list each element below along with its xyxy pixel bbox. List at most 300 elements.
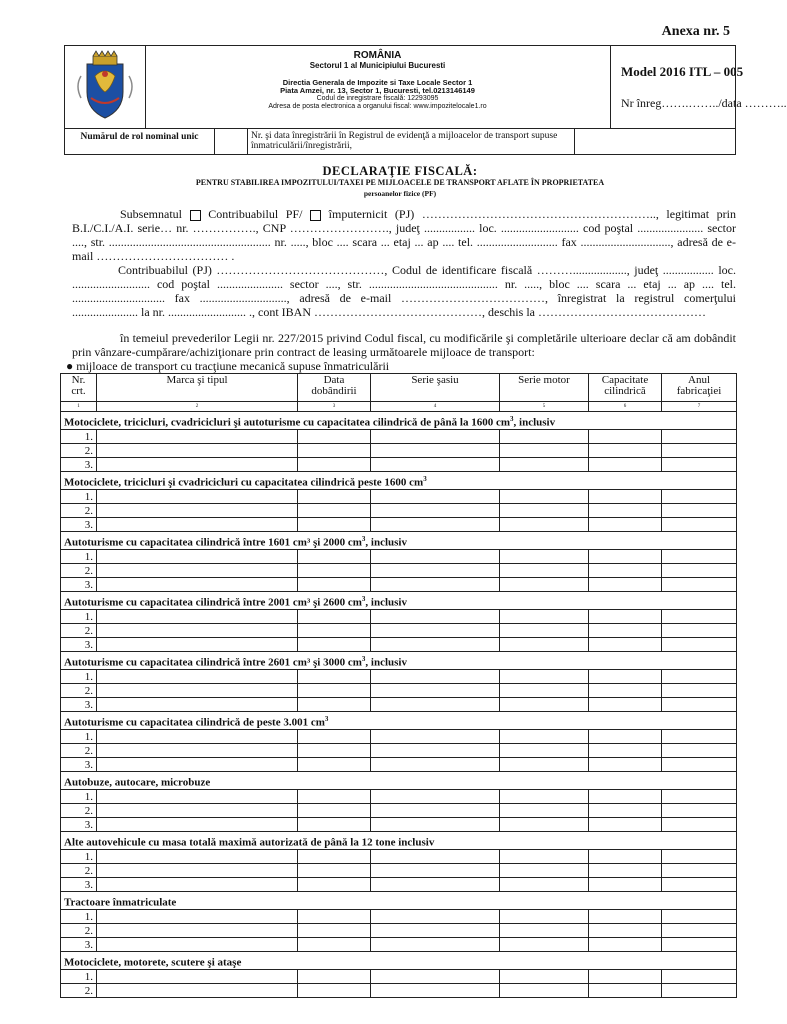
form-header — [64, 45, 787, 129]
input-cell[interactable] — [589, 698, 662, 712]
input-cell[interactable] — [500, 518, 589, 532]
header-engine: Serie motor — [500, 374, 589, 402]
transport-bullet: ● mijloace de transport cu tracţiune mecanică supuse înmatriculării — [66, 359, 390, 373]
row-number: 1. — [61, 850, 97, 864]
category-text: Autoturisme cu capacitatea cilindrică de peste 3.001 cm — [64, 717, 325, 729]
input-cell[interactable] — [371, 638, 500, 652]
input-cell[interactable] — [589, 458, 662, 472]
row-number: 3. — [61, 638, 97, 652]
row-number: 1. — [61, 490, 97, 504]
table-row — [61, 430, 737, 444]
input-cell[interactable] — [589, 444, 662, 458]
category-row — [61, 472, 737, 490]
input-cell[interactable] — [371, 578, 500, 592]
input-cell[interactable] — [371, 730, 500, 744]
category-row — [61, 652, 737, 670]
category-row — [61, 412, 737, 430]
row-number: 2. — [61, 924, 97, 938]
input-cell[interactable] — [589, 430, 662, 444]
row-number: 2. — [61, 744, 97, 758]
table-row — [61, 578, 737, 592]
input-cell[interactable] — [589, 610, 662, 624]
input-cell[interactable] — [589, 638, 662, 652]
category-label — [61, 532, 737, 550]
input-cell[interactable] — [662, 458, 737, 472]
input-cell[interactable] — [298, 850, 371, 864]
input-cell[interactable] — [97, 504, 298, 518]
input-cell[interactable] — [589, 564, 662, 578]
input-cell[interactable] — [500, 878, 589, 892]
input-cell[interactable] — [500, 910, 589, 924]
input-cell[interactable] — [662, 698, 737, 712]
input-cell[interactable] — [371, 818, 500, 832]
input-cell[interactable] — [589, 518, 662, 532]
category-row — [61, 712, 737, 730]
category-row — [61, 772, 737, 790]
row-number: 3. — [61, 698, 97, 712]
input-cell[interactable] — [371, 518, 500, 532]
input-cell[interactable] — [371, 758, 500, 772]
input-cell[interactable] — [97, 804, 298, 818]
input-cell[interactable] — [500, 490, 589, 504]
input-cell[interactable] — [298, 458, 371, 472]
country-name: ROMÂNIA — [353, 50, 402, 61]
input-cell[interactable] — [371, 670, 500, 684]
input-cell[interactable] — [97, 430, 298, 444]
input-cell[interactable] — [371, 804, 500, 818]
vehicles-table — [60, 373, 737, 998]
input-cell[interactable] — [371, 984, 500, 998]
input-cell[interactable] — [298, 444, 371, 458]
input-cell[interactable] — [298, 864, 371, 878]
category-label — [61, 832, 737, 850]
table-row — [61, 818, 737, 832]
category-superscript: 3 — [324, 715, 329, 724]
input-cell[interactable] — [97, 850, 298, 864]
input-cell[interactable] — [500, 444, 589, 458]
input-cell[interactable] — [371, 490, 500, 504]
sector-name: Sectorul 1 al Municipiului Bucuresti — [309, 61, 446, 70]
row-number: 3. — [61, 938, 97, 952]
category-label — [61, 952, 737, 970]
input-cell[interactable] — [500, 578, 589, 592]
category-text: Motociclete, motorete, scutere şi ataşe — [64, 957, 242, 969]
input-cell[interactable] — [500, 564, 589, 578]
category-row — [61, 592, 737, 610]
pj-checkbox[interactable] — [310, 210, 321, 221]
input-cell[interactable] — [662, 730, 737, 744]
input-cell[interactable] — [371, 684, 500, 698]
category-row — [61, 892, 737, 910]
input-cell[interactable] — [662, 818, 737, 832]
table-row — [61, 490, 737, 504]
input-cell[interactable] — [662, 578, 737, 592]
category-text: Autoturisme cu capacitatea cilindrică între 2001 cm³ şi 2600 cm — [64, 597, 362, 609]
input-cell[interactable] — [371, 878, 500, 892]
input-cell[interactable] — [97, 970, 298, 984]
input-cell[interactable] — [589, 910, 662, 924]
table-row — [61, 910, 737, 924]
input-cell[interactable] — [97, 610, 298, 624]
declaration-title: DECLARAŢIE FISCALĂ: — [322, 164, 478, 178]
input-cell[interactable] — [500, 818, 589, 832]
row-number: 2. — [61, 564, 97, 578]
input-cell[interactable] — [500, 850, 589, 864]
input-cell[interactable] — [371, 564, 500, 578]
table-row — [61, 744, 737, 758]
input-cell[interactable] — [298, 564, 371, 578]
input-cell[interactable] — [97, 758, 298, 772]
declarant-details: prin B.I./C.I./A.I. serie… nr. ……………., CNP ……………………., judeţ ................. loc. .......................... cod poştal ...................... sector ...., str. ...................................................... nr. ....., bloc .... scara ... etaj ... ap .... tel. ........................... fax .............................., adresă de e-mail …………………………… . — [72, 207, 737, 263]
input-cell[interactable] — [589, 804, 662, 818]
input-cell[interactable] — [298, 684, 371, 698]
input-cell[interactable] — [589, 684, 662, 698]
col-num: 4 — [371, 402, 500, 412]
row-number: 1. — [61, 430, 97, 444]
header-nr: Nr. crt. — [61, 374, 97, 402]
input-cell[interactable] — [97, 730, 298, 744]
register-label: Nr. şi data înregistrării în Registrul de evidenţă a mijloacelor de transport supuse înmatriculării/înregistrării, — [247, 129, 575, 154]
input-cell[interactable] — [298, 578, 371, 592]
table-row — [61, 670, 737, 684]
input-cell[interactable] — [371, 910, 500, 924]
row-number: 2. — [61, 804, 97, 818]
input-cell[interactable] — [500, 638, 589, 652]
input-cell[interactable] — [500, 430, 589, 444]
input-cell[interactable] — [589, 744, 662, 758]
table-row — [61, 684, 737, 698]
table-row — [61, 504, 737, 518]
input-cell[interactable] — [662, 924, 737, 938]
row-number: 3. — [61, 458, 97, 472]
input-cell[interactable] — [662, 684, 737, 698]
declaration-subtitle-2: persoanelor fizice (PF) — [363, 189, 437, 198]
row-number: 3. — [61, 578, 97, 592]
role-number-field[interactable] — [215, 129, 248, 154]
pj-paragraph: Contribuabilul (PJ) ……………………………………, Codul de identificare fiscală ……….................., judeţ ................. loc. .......................... cod poştal ...................... sector ...., str. ........................................... nr. ....., bloc .... scara ... etaj ... ap .... tel. ............................... fax ............................., adresă de e-mail ………………………………, înregistrat la registrul comerţului ...................... la nr. .......................... ., cont IBAN ……………………………………, deschis la …………………………………… — [72, 263, 736, 319]
input-cell[interactable] — [662, 430, 737, 444]
input-cell[interactable] — [298, 924, 371, 938]
pj-option-label: împuternicit (PJ) ………………………………………………….., legitimat — [328, 207, 710, 221]
input-cell[interactable] — [371, 744, 500, 758]
input-cell[interactable] — [97, 684, 298, 698]
category-tail: , inclusiv — [365, 597, 407, 609]
input-cell[interactable] — [500, 610, 589, 624]
input-cell[interactable] — [97, 518, 298, 532]
category-tail: , inclusiv — [365, 537, 407, 549]
input-cell[interactable] — [97, 670, 298, 684]
input-cell[interactable] — [371, 970, 500, 984]
col-num: 2 — [97, 402, 298, 412]
row-number: 2. — [61, 864, 97, 878]
input-cell[interactable] — [500, 744, 589, 758]
row-number: 2. — [61, 984, 97, 998]
input-cell[interactable] — [500, 864, 589, 878]
pf-checkbox[interactable] — [190, 210, 201, 221]
input-cell[interactable] — [662, 910, 737, 924]
category-tail: , inclusiv — [365, 657, 407, 669]
input-cell[interactable] — [589, 490, 662, 504]
category-text: Autobuze, autocare, microbuze — [64, 777, 211, 789]
header-brand: Marca şi tipul — [97, 374, 298, 402]
input-cell[interactable] — [371, 790, 500, 804]
input-cell[interactable] — [500, 924, 589, 938]
row-number: 1. — [61, 670, 97, 684]
table-row — [61, 864, 737, 878]
input-cell[interactable] — [298, 638, 371, 652]
input-cell[interactable] — [97, 878, 298, 892]
table-row — [61, 518, 737, 532]
input-cell[interactable] — [500, 504, 589, 518]
input-cell[interactable] — [371, 504, 500, 518]
input-cell[interactable] — [662, 490, 737, 504]
input-cell[interactable] — [662, 970, 737, 984]
fiscal-code: Codul de inregistrare fiscală: 12293095 — [316, 95, 439, 102]
input-cell[interactable] — [500, 730, 589, 744]
input-cell[interactable] — [298, 744, 371, 758]
table-row — [61, 564, 737, 578]
category-superscript: 3 — [361, 595, 366, 604]
category-superscript: 3 — [361, 655, 366, 664]
input-cell[interactable] — [298, 610, 371, 624]
input-cell[interactable] — [662, 850, 737, 864]
input-cell[interactable] — [298, 938, 371, 952]
input-cell[interactable] — [662, 624, 737, 638]
category-label — [61, 652, 737, 670]
table-row — [61, 970, 737, 984]
input-cell[interactable] — [371, 864, 500, 878]
input-cell[interactable] — [97, 864, 298, 878]
input-cell[interactable] — [589, 924, 662, 938]
category-label — [61, 592, 737, 610]
input-cell[interactable] — [589, 790, 662, 804]
input-cell[interactable] — [97, 578, 298, 592]
category-text: Motociclete, tricicluri, cvadricicluri şi autoturisme cu capacitatea cilindrică de până la 1600 cm — [64, 417, 511, 429]
coat-of-arms-icon — [65, 46, 146, 129]
row-number: 3. — [61, 818, 97, 832]
input-cell[interactable] — [298, 758, 371, 772]
input-cell[interactable] — [589, 878, 662, 892]
category-text: Alte autovehicule cu masa totală maximă autorizată de până la 12 tone inclusiv — [64, 837, 435, 849]
category-superscript: 3 — [361, 535, 366, 544]
table-row — [61, 458, 737, 472]
model-block — [611, 46, 787, 129]
model-code: Model 2016 ITL – 005 — [621, 64, 744, 79]
row-number: 3. — [61, 518, 97, 532]
input-cell[interactable] — [298, 818, 371, 832]
category-superscript: 3 — [423, 475, 427, 484]
category-row — [61, 532, 737, 550]
input-cell[interactable] — [371, 938, 500, 952]
row-number: 2. — [61, 444, 97, 458]
table-row — [61, 878, 737, 892]
input-cell[interactable] — [589, 938, 662, 952]
input-cell[interactable] — [97, 698, 298, 712]
input-cell[interactable] — [662, 564, 737, 578]
input-cell[interactable] — [662, 518, 737, 532]
input-cell[interactable] — [298, 790, 371, 804]
input-cell[interactable] — [500, 804, 589, 818]
table-row — [61, 444, 737, 458]
input-cell[interactable] — [97, 550, 298, 564]
input-cell[interactable] — [97, 938, 298, 952]
input-cell[interactable] — [97, 744, 298, 758]
input-cell[interactable] — [97, 910, 298, 924]
table-row — [61, 804, 737, 818]
input-cell[interactable] — [298, 624, 371, 638]
col-num: 1 — [61, 402, 97, 412]
input-cell[interactable] — [371, 698, 500, 712]
input-cell[interactable] — [298, 730, 371, 744]
row-number: 1. — [61, 550, 97, 564]
table-row — [61, 550, 737, 564]
input-cell[interactable] — [298, 504, 371, 518]
input-cell[interactable] — [589, 670, 662, 684]
input-cell[interactable] — [662, 610, 737, 624]
input-cell[interactable] — [371, 610, 500, 624]
row-number: 1. — [61, 610, 97, 624]
row-number: 1. — [61, 730, 97, 744]
input-cell[interactable] — [589, 970, 662, 984]
input-cell[interactable] — [298, 910, 371, 924]
col-num: 3 — [298, 402, 371, 412]
input-cell[interactable] — [371, 850, 500, 864]
input-cell[interactable] — [298, 430, 371, 444]
row-number: 1. — [61, 790, 97, 804]
category-text: Motociclete, tricicluri şi cvadricicluri cu capacitatea cilindrică peste 1600 cm — [64, 477, 424, 489]
input-cell[interactable] — [589, 818, 662, 832]
input-cell[interactable] — [662, 744, 737, 758]
category-label — [61, 892, 737, 910]
input-cell[interactable] — [500, 670, 589, 684]
input-cell[interactable] — [97, 790, 298, 804]
header-capacity: Capacitate cilindrică — [589, 374, 662, 402]
input-cell[interactable] — [97, 984, 298, 998]
role-number-label: Numărul de rol nominal unic — [65, 129, 215, 154]
table-row — [61, 624, 737, 638]
input-cell[interactable] — [662, 864, 737, 878]
input-cell[interactable] — [589, 850, 662, 864]
input-cell[interactable] — [371, 550, 500, 564]
input-cell[interactable] — [298, 970, 371, 984]
col-num: 6 — [589, 402, 662, 412]
table-row — [61, 924, 737, 938]
category-row — [61, 832, 737, 850]
input-cell[interactable] — [298, 878, 371, 892]
input-cell[interactable] — [298, 984, 371, 998]
table-row — [61, 850, 737, 864]
input-cell[interactable] — [97, 490, 298, 504]
registry-row — [64, 129, 736, 155]
declaration-subtitle: PENTRU STABILIREA IMPOZITULUI/TAXEI PE MIJLOACELE DE TRANSPORT AFLATE ÎN PROPRIETATEA — [195, 178, 605, 187]
input-cell[interactable] — [500, 758, 589, 772]
row-number: 2. — [61, 684, 97, 698]
input-cell[interactable] — [662, 878, 737, 892]
input-cell[interactable] — [371, 624, 500, 638]
category-tail: , inclusiv — [513, 417, 556, 429]
input-cell[interactable] — [298, 698, 371, 712]
input-cell[interactable] — [371, 430, 500, 444]
header-date: Data dobândirii — [298, 374, 371, 402]
input-cell[interactable] — [662, 804, 737, 818]
input-cell[interactable] — [500, 790, 589, 804]
input-cell[interactable] — [589, 864, 662, 878]
input-cell[interactable] — [500, 938, 589, 952]
header-chassis: Serie şasiu — [371, 374, 500, 402]
input-cell[interactable] — [97, 638, 298, 652]
input-cell[interactable] — [500, 984, 589, 998]
table-row — [61, 610, 737, 624]
category-label — [61, 412, 737, 430]
input-cell[interactable] — [589, 730, 662, 744]
category-label — [61, 472, 737, 490]
input-cell[interactable] — [97, 444, 298, 458]
registration-number-field[interactable]: Nr înreg…….……../data ……….. — [621, 96, 787, 110]
input-cell[interactable] — [662, 638, 737, 652]
header-year: Anul fabricaţiei — [662, 374, 737, 402]
input-cell[interactable] — [298, 804, 371, 818]
input-cell[interactable] — [97, 818, 298, 832]
column-number-row — [61, 402, 737, 412]
input-cell[interactable] — [97, 624, 298, 638]
input-cell[interactable] — [589, 624, 662, 638]
input-cell[interactable] — [500, 458, 589, 472]
table-header-row — [61, 374, 737, 402]
input-cell[interactable] — [589, 758, 662, 772]
input-cell[interactable] — [662, 984, 737, 998]
input-cell[interactable] — [371, 444, 500, 458]
input-cell[interactable] — [589, 578, 662, 592]
input-cell[interactable] — [371, 458, 500, 472]
input-cell[interactable] — [97, 458, 298, 472]
category-superscript: 3 — [510, 415, 514, 424]
input-cell[interactable] — [662, 758, 737, 772]
input-cell[interactable] — [589, 504, 662, 518]
category-row — [61, 952, 737, 970]
input-cell[interactable] — [662, 504, 737, 518]
directorate-name: Directia Generala de Impozite si Taxe Locale Sector 1 — [282, 78, 473, 87]
input-cell[interactable] — [500, 698, 589, 712]
input-cell[interactable] — [97, 924, 298, 938]
input-cell[interactable] — [298, 490, 371, 504]
input-cell[interactable] — [662, 444, 737, 458]
category-label — [61, 772, 737, 790]
category-label — [61, 712, 737, 730]
input-cell[interactable] — [298, 670, 371, 684]
input-cell[interactable] — [500, 684, 589, 698]
row-number: 2. — [61, 624, 97, 638]
institution-block — [145, 46, 611, 129]
input-cell[interactable] — [589, 550, 662, 564]
row-number: 3. — [61, 758, 97, 772]
input-cell[interactable] — [298, 518, 371, 532]
input-cell[interactable] — [97, 564, 298, 578]
input-cell[interactable] — [371, 924, 500, 938]
input-cell[interactable] — [298, 550, 371, 564]
input-cell[interactable] — [500, 550, 589, 564]
input-cell[interactable] — [662, 790, 737, 804]
category-text: Tractoare înmatriculate — [64, 897, 177, 909]
row-number: 1. — [61, 910, 97, 924]
input-cell[interactable] — [662, 670, 737, 684]
input-cell[interactable] — [500, 624, 589, 638]
input-cell[interactable] — [589, 984, 662, 998]
input-cell[interactable] — [662, 938, 737, 952]
table-row — [61, 938, 737, 952]
input-cell[interactable] — [500, 970, 589, 984]
input-cell[interactable] — [662, 550, 737, 564]
table-row — [61, 790, 737, 804]
